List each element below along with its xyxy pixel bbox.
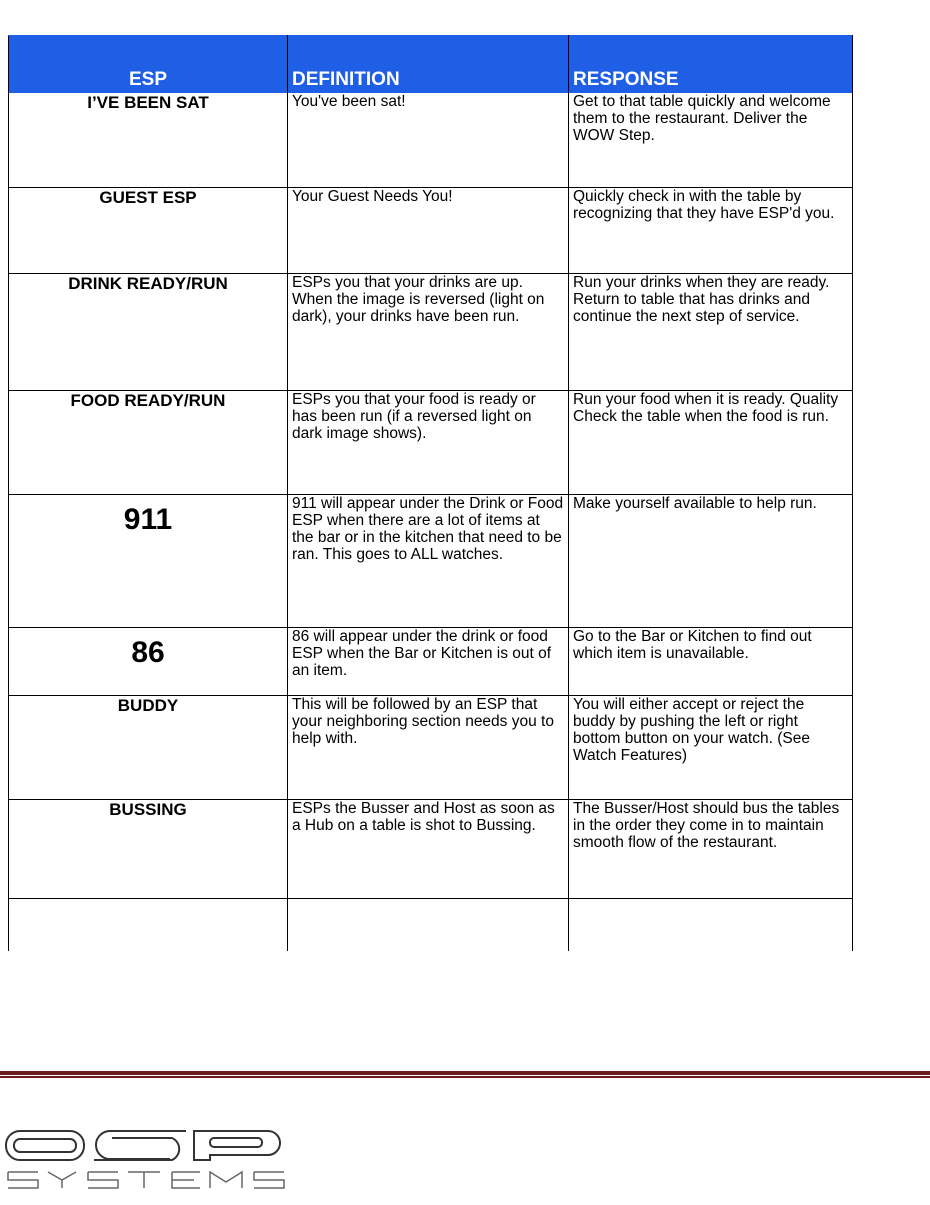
esp-term-cell: BUDDY [9, 696, 288, 800]
empty-cell [9, 899, 288, 951]
header-esp: ESP [9, 36, 288, 93]
response-cell: Go to the Bar or Kitchen to find out which item is unavailable. [569, 628, 853, 696]
table-header-row [9, 36, 853, 93]
osp-systems-logo [0, 1128, 300, 1200]
footer-divider [0, 1071, 930, 1079]
esp-reference-table [8, 35, 853, 951]
response-cell: Run your food when it is ready. Quality Check the table when the food is run. [569, 391, 853, 495]
definition-cell: You've been sat! [288, 93, 569, 188]
table-row [9, 391, 853, 495]
definition-cell: 911 will appear under the Drink or Food ESP when there are a lot of items at the bar or in the kitchen that need to be ran. This goes to ALL watches. [288, 495, 569, 628]
header-definition: DEFINITION [288, 36, 569, 93]
definition-cell: 86 will appear under the drink or food ESP when the Bar or Kitchen is out of an item. [288, 628, 569, 696]
empty-cell [288, 899, 569, 951]
definition-cell: Your Guest Needs You! [288, 188, 569, 274]
header-response: RESPONSE [569, 36, 853, 93]
esp-reference-table-wrapper [8, 35, 852, 951]
response-cell: Get to that table quickly and welcome them to the restaurant. Deliver the WOW Step. [569, 93, 853, 188]
table-row [9, 696, 853, 800]
esp-term-cell: 86 [9, 628, 288, 696]
empty-cell [569, 899, 853, 951]
table-row [9, 188, 853, 274]
table-row [9, 93, 853, 188]
esp-term-cell: BUSSING [9, 800, 288, 899]
response-cell: The Busser/Host should bus the tables in the order they come in to maintain smooth flow of the restaurant. [569, 800, 853, 899]
response-cell: You will either accept or reject the buddy by pushing the left or right bottom button on your watch. (See Watch Features) [569, 696, 853, 800]
esp-term-cell: FOOD READY/RUN [9, 391, 288, 495]
table-row [9, 274, 853, 391]
esp-term-cell: I’VE BEEN SAT [9, 93, 288, 188]
response-cell: Quickly check in with the table by recognizing that they have ESP'd you. [569, 188, 853, 274]
response-cell: Run your drinks when they are ready. Return to table that has drinks and continue the next step of service. [569, 274, 853, 391]
esp-term-cell: DRINK READY/RUN [9, 274, 288, 391]
esp-term-cell: 911 [9, 495, 288, 628]
response-cell: Make yourself available to help run. [569, 495, 853, 628]
table-row [9, 495, 853, 628]
esp-term-cell: GUEST ESP [9, 188, 288, 274]
osp-systems-logo-graphic [0, 1128, 300, 1200]
table-row [9, 800, 853, 899]
definition-cell: This will be followed by an ESP that your neighboring section needs you to help with. [288, 696, 569, 800]
table-row-empty [9, 899, 853, 951]
definition-cell: ESPs the Busser and Host as soon as a Hub on a table is shot to Bussing. [288, 800, 569, 899]
definition-cell: ESPs you that your food is ready or has been run (if a reversed light on dark image shows). [288, 391, 569, 495]
table-row [9, 628, 853, 696]
definition-cell: ESPs you that your drinks are up. When the image is reversed (light on dark), your drinks have been run. [288, 274, 569, 391]
